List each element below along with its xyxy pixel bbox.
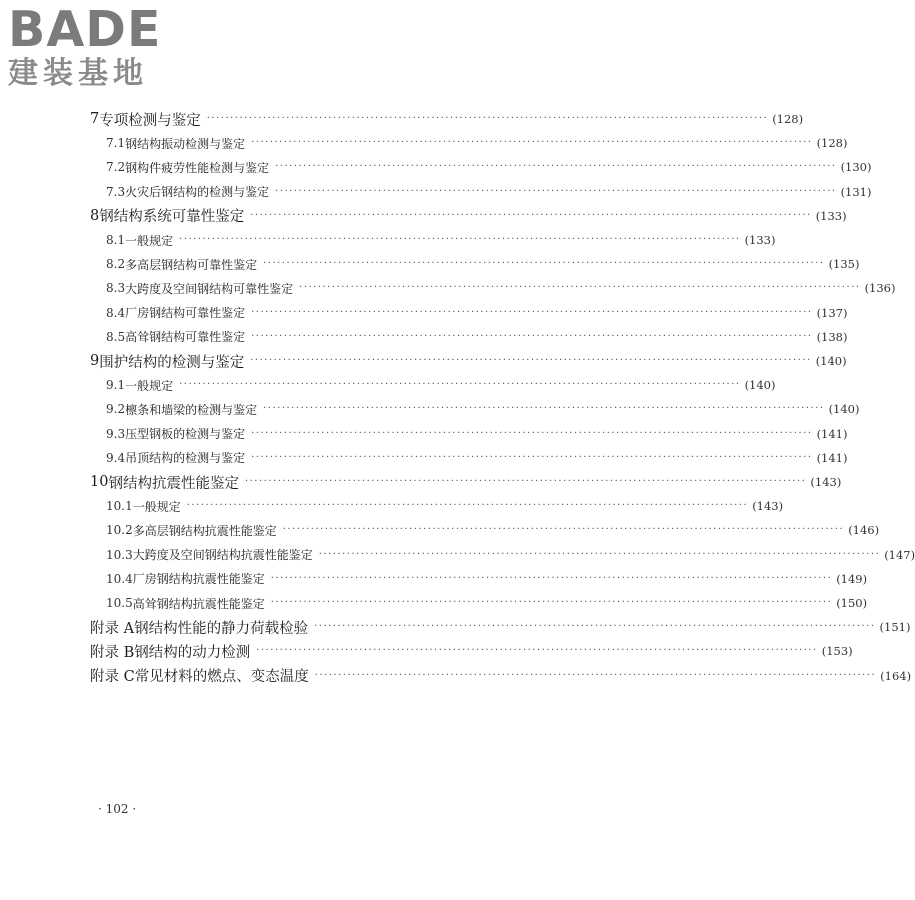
toc-entry-title: 常见材料的燃点、变态温度: [134, 669, 309, 686]
toc-entry-title: 一般规定: [132, 499, 181, 514]
toc-entry-title: 多高层钢结构可靠性鉴定: [125, 257, 258, 272]
dot-leader: ························································································································: [263, 258, 825, 270]
toc-entry-number: 8.5: [106, 329, 126, 344]
toc-entry-page: (140): [828, 402, 860, 417]
toc-entry-number: 7: [90, 111, 100, 127]
toc-entry-section: [106, 519, 880, 541]
dot-leader: ························································································································: [186, 500, 749, 512]
toc-entry-page: (164): [880, 668, 912, 683]
toc-entry-section: [106, 253, 860, 275]
dot-leader: ························································································································: [250, 355, 812, 366]
dot-leader: ························································································································: [314, 669, 877, 681]
toc-entry-number: 附录 B: [90, 644, 135, 661]
toc-entry-chapter: [90, 205, 847, 227]
toc-entry-number: 8.2: [106, 257, 126, 272]
toc-entry-title: 大跨度及空间钢结构抗震性能鉴定: [132, 548, 313, 563]
toc-entry-page: (133): [815, 208, 847, 223]
toc-entry-number: 10.1: [106, 499, 133, 514]
dot-leader: ························································································································: [318, 548, 881, 560]
toc-entry-page: (141): [816, 426, 848, 441]
toc-entry-page: (150): [836, 596, 868, 610]
toc-entry-number: 10.4: [106, 571, 133, 586]
toc-entry-page: (143): [752, 499, 784, 514]
dot-leader: ························································································································: [179, 379, 741, 391]
toc-entry-page: (140): [744, 378, 776, 393]
toc-entry-page: (143): [810, 475, 842, 489]
dot-leader: ························································································································: [251, 306, 813, 318]
toc-entry-title: 钢结构振动检测与鉴定: [125, 136, 246, 151]
toc-entry-number: 9.1: [106, 378, 126, 393]
toc-entry-number: 附录 C: [90, 669, 135, 686]
toc-entry-section: [106, 592, 868, 614]
toc-entry-chapter: [90, 108, 804, 130]
toc-entry-section: [106, 544, 915, 566]
toc-entry-page: (130): [840, 160, 872, 175]
toc-entry-number: 8.1: [106, 233, 126, 247]
toc-entry-section: [106, 447, 848, 469]
toc-entry-title: 围护结构的检测与鉴定: [99, 354, 245, 371]
toc-entry-page: (151): [879, 620, 911, 635]
toc-entry-title: 钢结构的动力检测: [134, 644, 251, 661]
dot-leader: ························································································································: [251, 330, 813, 342]
toc-entry-section: [106, 132, 848, 154]
toc-entry-page: (146): [848, 523, 880, 538]
toc-entry-title: 钢结构性能的静力荷载检验: [134, 620, 309, 637]
toc-entry-title: 压型钢板的检测与鉴定: [125, 427, 246, 442]
toc-entry-number: 9.2: [106, 402, 126, 417]
toc-entry-number: 8.3: [106, 281, 126, 296]
toc-entry-page: (137): [816, 305, 848, 320]
dot-leader: ························································································································: [270, 572, 833, 584]
toc-entry-section: [106, 302, 848, 324]
dot-leader: ························································································································: [251, 451, 813, 463]
toc-entry-page: (128): [816, 136, 848, 151]
toc-entry-page: (149): [836, 571, 868, 586]
toc-entry-number: 10.5: [106, 596, 133, 610]
toc-entry-number: 9.3: [106, 426, 126, 441]
toc-entry-title: 厂房钢结构可靠性鉴定: [125, 306, 246, 321]
toc-entry-page: (133): [744, 233, 776, 247]
toc-entry-title: 钢结构抗震性能鉴定: [108, 475, 239, 492]
toc-entry-number: 10.2: [106, 523, 133, 538]
bade-logo: [8, 1, 183, 96]
toc-entry-page: (135): [828, 257, 860, 272]
toc-entry-page: (138): [816, 329, 848, 344]
toc-entry-number: 10: [90, 474, 109, 490]
toc-entry-section: [106, 374, 776, 396]
toc-entry-title: 一般规定: [125, 233, 174, 248]
dot-leader: ························································································································: [251, 427, 813, 439]
toc-entry-number: 8: [90, 207, 100, 224]
toc-entry-page: (140): [815, 354, 847, 368]
dot-leader: ························································································································: [263, 403, 825, 415]
toc-entry-page: (141): [816, 450, 848, 465]
toc-entry-section: [106, 156, 872, 178]
toc-entry-page: (131): [840, 184, 872, 199]
toc-entry-section: [106, 423, 848, 445]
toc-entry-title: 火灾后钢结构的检测与鉴定: [125, 185, 270, 200]
toc-entry-page: (128): [772, 112, 804, 126]
toc-entry-appendix: [90, 616, 911, 638]
dot-leader: ························································································································: [206, 113, 769, 124]
dot-leader: ························································································································: [282, 524, 845, 536]
toc-entry-number: 7.3: [106, 184, 126, 199]
toc-entry-page: (136): [864, 281, 896, 296]
toc-entry-number: 7.2: [106, 160, 126, 175]
toc-entry-title: 钢构件疲劳性能检测与鉴定: [125, 160, 270, 175]
toc-entry-number: 8.4: [106, 305, 126, 320]
toc-entry-section: [106, 277, 896, 299]
toc-entry-title: 檩条和墙梁的检测与鉴定: [125, 402, 258, 417]
toc-entry-section: [106, 229, 776, 251]
dot-leader: ························································································································: [179, 234, 741, 245]
toc-entry-title: 厂房钢结构抗震性能鉴定: [132, 572, 265, 587]
logo-wordmark: BADE: [8, 1, 162, 58]
toc-entry-section: [106, 568, 868, 590]
toc-entry-chapter: [90, 471, 842, 493]
dot-leader: ························································································································: [299, 282, 861, 294]
dot-leader: ························································································································: [275, 161, 837, 173]
toc-entry-section: [106, 398, 860, 420]
toc-entry-title: 高耸钢结构可靠性鉴定: [125, 330, 246, 345]
toc-entry-section: [106, 495, 784, 517]
toc-entry-title: 吊顶结构的检测与鉴定: [125, 451, 246, 466]
toc-entry-page: (147): [884, 547, 915, 562]
toc-entry-appendix: [90, 640, 853, 662]
toc-entry-title: 高耸钢结构抗震性能鉴定: [132, 596, 265, 611]
toc-entry-chapter: [90, 350, 847, 372]
page-number: · 102 ·: [98, 802, 137, 816]
logo-subtitle: 建装基地: [8, 56, 148, 91]
dot-leader: ························································································································: [270, 597, 833, 608]
toc-entry-number: 10.3: [106, 547, 133, 562]
toc-entry-title: 一般规定: [125, 378, 174, 393]
dot-leader: ························································································································: [250, 209, 812, 221]
toc-entry-appendix: [90, 665, 912, 687]
toc-entry-title: 钢结构系统可靠性鉴定: [99, 209, 245, 226]
toc-entry-title: 专项检测与鉴定: [99, 112, 201, 129]
dot-leader: ························································································································: [256, 645, 818, 657]
toc-entry-number: 9.4: [106, 450, 126, 465]
toc-entry-title: 多高层钢结构抗震性能鉴定: [132, 523, 277, 538]
toc-entry-section: [106, 181, 872, 203]
dot-leader: ························································································································: [275, 185, 837, 197]
toc-entry-section: [106, 326, 848, 348]
dot-leader: ························································································································: [244, 476, 807, 487]
toc-entry-title: 大跨度及空间钢结构可靠性鉴定: [125, 281, 294, 296]
dot-leader: ························································································································: [314, 621, 876, 633]
toc-entry-number: 9: [90, 353, 100, 369]
toc-entry-number: 7.1: [106, 136, 126, 151]
dot-leader: ························································································································: [251, 137, 813, 149]
toc-entry-page: (153): [821, 644, 853, 659]
toc-entry-number: 附录 A: [90, 620, 135, 637]
